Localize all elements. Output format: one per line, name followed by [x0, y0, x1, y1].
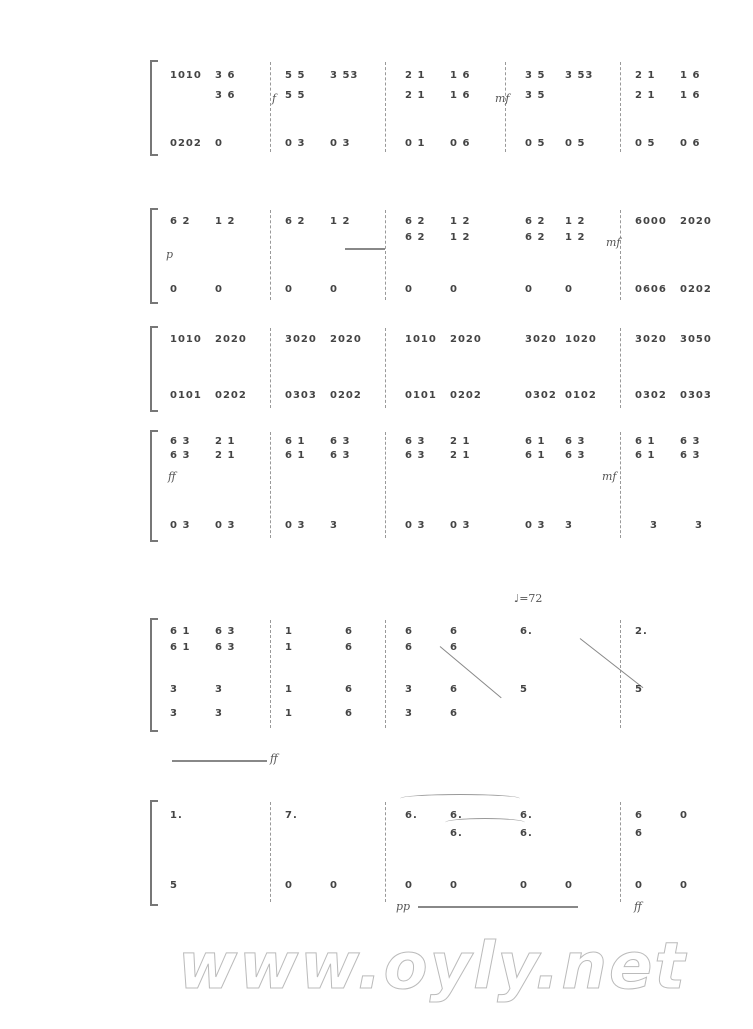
dynamic-mark: mf	[606, 236, 621, 249]
note-group: 0 3	[405, 520, 426, 531]
note-group: 6	[450, 684, 458, 695]
note-group: 6	[635, 810, 643, 821]
note-group: 0	[405, 284, 413, 295]
note-group: 6 3	[170, 450, 191, 461]
note-group: 6 1	[285, 436, 306, 447]
note-group: 2020	[215, 334, 247, 345]
note-group: 6	[345, 684, 353, 695]
note-group: 5	[520, 684, 528, 695]
note-group: 6 3	[680, 450, 701, 461]
note-group: 3020	[285, 334, 317, 345]
upper-staff-2	[170, 828, 710, 846]
note-group: 2 1	[450, 436, 471, 447]
note-group: 2020	[680, 216, 712, 227]
note-group: 0	[565, 880, 573, 891]
note-group: 6 3	[215, 626, 236, 637]
note-group: 0202	[215, 390, 247, 401]
note-group: 3	[565, 520, 573, 531]
note-group: 0 3	[450, 520, 471, 531]
dynamic-mark: ff	[634, 900, 642, 913]
note-group: 1020	[565, 334, 597, 345]
note-group: 6 3	[170, 436, 191, 447]
note-group: 3 5	[525, 70, 546, 81]
note-group: 0	[680, 880, 688, 891]
note-group: 3020	[525, 334, 557, 345]
system-2	[150, 208, 710, 303]
note-group: 1	[285, 708, 293, 719]
note-group: 7.	[285, 810, 298, 821]
note-group: 3 53	[565, 70, 594, 81]
note-group: 0	[330, 284, 338, 295]
note-group: 6 3	[565, 436, 586, 447]
lower-staff-2	[170, 708, 710, 726]
note-group: 0302	[635, 390, 667, 401]
note-group: 6 3	[405, 436, 426, 447]
note-group: 6 3	[215, 642, 236, 653]
note-group: 3	[650, 520, 658, 531]
note-group: 6 1	[525, 436, 546, 447]
note-group: 6 2	[170, 216, 191, 227]
note-group: 6	[635, 828, 643, 839]
note-group: 0101	[405, 390, 437, 401]
note-group: 0302	[525, 390, 557, 401]
note-group: 6 3	[405, 450, 426, 461]
note-group: 6 3	[680, 436, 701, 447]
note-group: 6 2	[405, 232, 426, 243]
note-group: 3	[330, 520, 338, 531]
note-group: 3	[215, 684, 223, 695]
note-group: 6	[345, 642, 353, 653]
note-group: 0303	[285, 390, 317, 401]
note-group: 2 1	[215, 436, 236, 447]
note-group: 0	[680, 810, 688, 821]
note-group: 1 2	[450, 232, 471, 243]
note-group: 2020	[330, 334, 362, 345]
note-group: 1 2	[450, 216, 471, 227]
note-group: 3	[405, 684, 413, 695]
note-group: 3 6	[215, 70, 236, 81]
note-group: 0	[285, 284, 293, 295]
note-group: 0	[635, 880, 643, 891]
note-group: 6	[450, 642, 458, 653]
note-group: 0 3	[215, 520, 236, 531]
note-group: 0	[565, 284, 573, 295]
upper-staff	[170, 334, 710, 352]
note-group: 6.	[405, 810, 418, 821]
note-group: 0 3	[525, 520, 546, 531]
note-group: 6 1	[635, 436, 656, 447]
system-6	[150, 800, 710, 913]
note-group: 0102	[565, 390, 597, 401]
note-group: 6 1	[635, 450, 656, 461]
note-group: 2.	[635, 626, 648, 637]
note-group: 0 6	[450, 138, 471, 149]
dynamic-mark: ff	[168, 470, 176, 483]
system-brace	[150, 326, 158, 412]
note-group: 6 1	[285, 450, 306, 461]
note-group: 0	[520, 880, 528, 891]
note-group: 0 6	[680, 138, 701, 149]
note-group: 3020	[635, 334, 667, 345]
note-group: 2 1	[405, 90, 426, 101]
note-group: 3	[170, 684, 178, 695]
note-group: 6 2	[525, 232, 546, 243]
note-group: 6 3	[330, 436, 351, 447]
dynamic-mark: mf	[495, 92, 510, 105]
system-brace	[150, 618, 158, 732]
upper-staff-2	[170, 642, 710, 660]
note-group: 3050	[680, 334, 712, 345]
note-group: 3 6	[215, 90, 236, 101]
tie-arc	[400, 794, 520, 803]
note-group: 0 5	[525, 138, 546, 149]
note-group: 6000	[635, 216, 667, 227]
note-group: 0	[525, 284, 533, 295]
lower-staff	[170, 684, 710, 702]
system-brace	[150, 60, 158, 156]
crescendo-hairpin	[172, 760, 267, 762]
note-group: 6 2	[405, 216, 426, 227]
dynamic-mark: f	[272, 92, 277, 105]
note-group: 1.	[170, 810, 183, 821]
note-group: 0303	[680, 390, 712, 401]
system-3	[150, 326, 710, 411]
system-1	[150, 60, 710, 155]
lower-staff	[170, 138, 710, 156]
note-group: 6	[405, 626, 413, 637]
note-group: 0202	[680, 284, 712, 295]
note-group: 3	[170, 708, 178, 719]
note-group: 2 1	[405, 70, 426, 81]
dynamic-mark: pp	[396, 900, 411, 913]
note-group: 6	[405, 642, 413, 653]
note-group: 1 2	[565, 232, 586, 243]
note-group: 5	[635, 684, 643, 695]
note-group: 2 1	[635, 90, 656, 101]
lower-staff	[170, 390, 710, 408]
decrescendo-hairpin	[418, 906, 578, 908]
note-group: 2 1	[215, 450, 236, 461]
note-group: 1010	[405, 334, 437, 345]
note-group: 1010	[170, 334, 202, 345]
note-group: 0	[450, 880, 458, 891]
watermark: www.oyly.net	[178, 930, 687, 1004]
note-group: 1 2	[215, 216, 236, 227]
note-group: 5 5	[285, 70, 306, 81]
note-group: 6	[450, 708, 458, 719]
note-group: 0101	[170, 390, 202, 401]
note-group: 1	[285, 626, 293, 637]
note-group: 2 1	[450, 450, 471, 461]
note-group: 0 3	[330, 138, 351, 149]
note-group: 2 1	[635, 70, 656, 81]
note-group: 1 6	[680, 90, 701, 101]
note-group: 0606	[635, 284, 667, 295]
note-group: 0 3	[285, 138, 306, 149]
note-group: 0	[215, 138, 223, 149]
note-group: 0 1	[405, 138, 426, 149]
tempo-mark: ♩=72	[514, 592, 543, 605]
upper-staff-2	[170, 90, 710, 108]
note-group: 1010	[170, 70, 202, 81]
note-group: 0	[170, 284, 178, 295]
dynamic-mark: p	[166, 248, 174, 261]
note-group: 0202	[330, 390, 362, 401]
dynamic-mark: mf	[602, 470, 617, 483]
note-group: 6 1	[170, 642, 191, 653]
note-group: 6.	[450, 828, 463, 839]
note-group: 1 2	[565, 216, 586, 227]
note-group: 1 6	[680, 70, 701, 81]
system-brace	[150, 800, 158, 906]
note-group: 6 3	[565, 450, 586, 461]
note-group: 0	[405, 880, 413, 891]
dynamic-mark: ff	[270, 752, 278, 765]
note-group: 1	[285, 642, 293, 653]
note-group: 6.	[520, 810, 533, 821]
upper-staff	[170, 70, 710, 88]
note-group: 2020	[450, 334, 482, 345]
note-group: 1 6	[450, 90, 471, 101]
note-group: 6 2	[525, 216, 546, 227]
note-group: 6	[450, 626, 458, 637]
decrescendo-hairpin	[345, 248, 385, 250]
note-group: 0	[215, 284, 223, 295]
lower-staff	[170, 880, 710, 898]
note-group: 3	[405, 708, 413, 719]
upper-staff-2	[170, 232, 710, 250]
note-group: 6	[345, 708, 353, 719]
note-group: 3	[215, 708, 223, 719]
lower-staff	[170, 284, 710, 302]
system-brace	[150, 208, 158, 304]
system-5	[150, 592, 710, 765]
upper-staff	[170, 810, 710, 828]
note-group: 3 53	[330, 70, 359, 81]
note-group: 0	[450, 284, 458, 295]
note-group: 3 5	[525, 90, 546, 101]
note-group: 0 5	[635, 138, 656, 149]
lower-staff	[170, 520, 710, 538]
note-group: 6 1	[170, 626, 191, 637]
note-group: 0 3	[170, 520, 191, 531]
note-group: 3	[695, 520, 703, 531]
upper-staff-2	[170, 450, 710, 468]
note-group: 5	[170, 880, 178, 891]
note-group: 1 2	[330, 216, 351, 227]
note-group: 0202	[450, 390, 482, 401]
note-group: 0	[285, 880, 293, 891]
note-group: 6 1	[525, 450, 546, 461]
note-group: 1	[285, 684, 293, 695]
note-group: 6.	[450, 810, 463, 821]
note-group: 6.	[520, 828, 533, 839]
system-4	[150, 430, 710, 542]
note-group: 6 3	[330, 450, 351, 461]
note-group: 1 6	[450, 70, 471, 81]
note-group: 6.	[520, 626, 533, 637]
note-group: 5 5	[285, 90, 306, 101]
note-group: 0	[330, 880, 338, 891]
note-group: 0202	[170, 138, 202, 149]
note-group: 0 5	[565, 138, 586, 149]
system-brace	[150, 430, 158, 542]
note-group: 6 2	[285, 216, 306, 227]
note-group: 0 3	[285, 520, 306, 531]
note-group: 6	[345, 626, 353, 637]
